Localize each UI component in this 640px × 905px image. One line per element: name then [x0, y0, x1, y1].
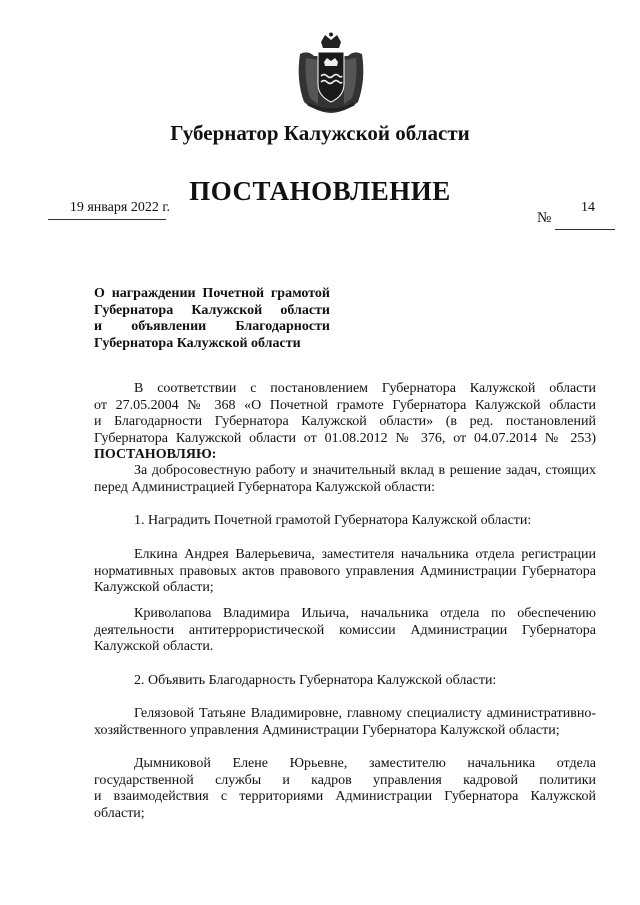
document-type-title: ПОСТАНОВЛЕНИЕ — [189, 176, 451, 206]
person-2-line: деятельности антитеррористической комиссии Администрации Губернатора — [94, 622, 596, 638]
document-subject — [94, 286, 330, 352]
intro-paragraph — [94, 463, 596, 496]
subject-line: и объявлении Благодарности — [94, 319, 330, 334]
person-2-line: Калужской области. — [94, 639, 214, 654]
subject-line: Губернатора Калужской области — [94, 335, 301, 351]
person-2-line: Криволапова Владимира Ильича, начальника отдела по обеспечению — [134, 606, 596, 621]
preamble-line: В соответствии с постановлением Губернатора Калужской области — [134, 381, 596, 396]
item-1-text: 1. Наградить Почетной грамотой Губернатора Калужской области: — [134, 513, 532, 528]
person-3-line: Гелязовой Татьяне Владимировне, главному специалисту административно- — [134, 706, 596, 721]
person-4-line: и взаимодействия с территориями Администрации Губернатора Калужской — [94, 789, 596, 804]
person-4-line: области; — [94, 805, 145, 821]
preamble-line: и Благодарности Губернатора Калужской области» (в ред. постановлений — [94, 414, 596, 429]
resolve-word: ПОСТАНОВЛЯЮ: — [94, 447, 217, 462]
person-1-line: Калужской области; — [94, 580, 214, 595]
subject-line: Губернатора Калужской области — [94, 302, 330, 318]
thanks-person-3 — [94, 706, 596, 739]
subject-line: О награждении Почетной грамотой — [94, 286, 330, 301]
date-underline — [48, 219, 166, 220]
thanks-person-4 — [94, 756, 596, 822]
person-3-line: хозяйственного управления Администрации Губернатора Калужской области; — [94, 722, 560, 738]
award-person-2 — [94, 606, 596, 656]
person-1-line: Елкина Андрея Валерьевича, заместителя начальника отдела регистрации — [134, 547, 596, 562]
preamble-line: Губернатора Калужской области от 01.08.2012 № 376, от 04.07.2014 № 253) — [94, 430, 596, 446]
number-underline — [555, 229, 615, 230]
person-1-line: нормативных правовых актов правового управления Администрации Губернатора — [94, 563, 596, 579]
document-number: 14 — [581, 200, 595, 215]
item-1-heading — [94, 513, 596, 530]
award-person-1 — [94, 547, 596, 597]
intro-line: перед Администрацией Губернатора Калужской области: — [94, 479, 436, 495]
issuing-authority: Губернатор Калужской области — [170, 121, 470, 145]
number-sign: № — [537, 210, 552, 226]
person-4-line: Дымниковой Елене Юрьевне, заместителю начальника отдела — [134, 756, 596, 771]
coat-of-arms-icon — [294, 32, 368, 114]
person-4-line: государственной службы и кадров управления кадровой политики — [94, 772, 596, 788]
preamble-line: от 27.05.2004 № 368 «О Почетной грамоте Губернатора Калужской области — [94, 397, 596, 413]
preamble-paragraph — [94, 381, 596, 464]
item-2-text: 2. Объявить Благодарность Губернатора Калужской области: — [134, 673, 497, 688]
intro-line: За добросовестную работу и значительный вклад в решение задач, стоящих — [134, 463, 596, 478]
item-2-heading — [94, 673, 596, 690]
document-date: 19 января 2022 г. — [69, 200, 170, 215]
